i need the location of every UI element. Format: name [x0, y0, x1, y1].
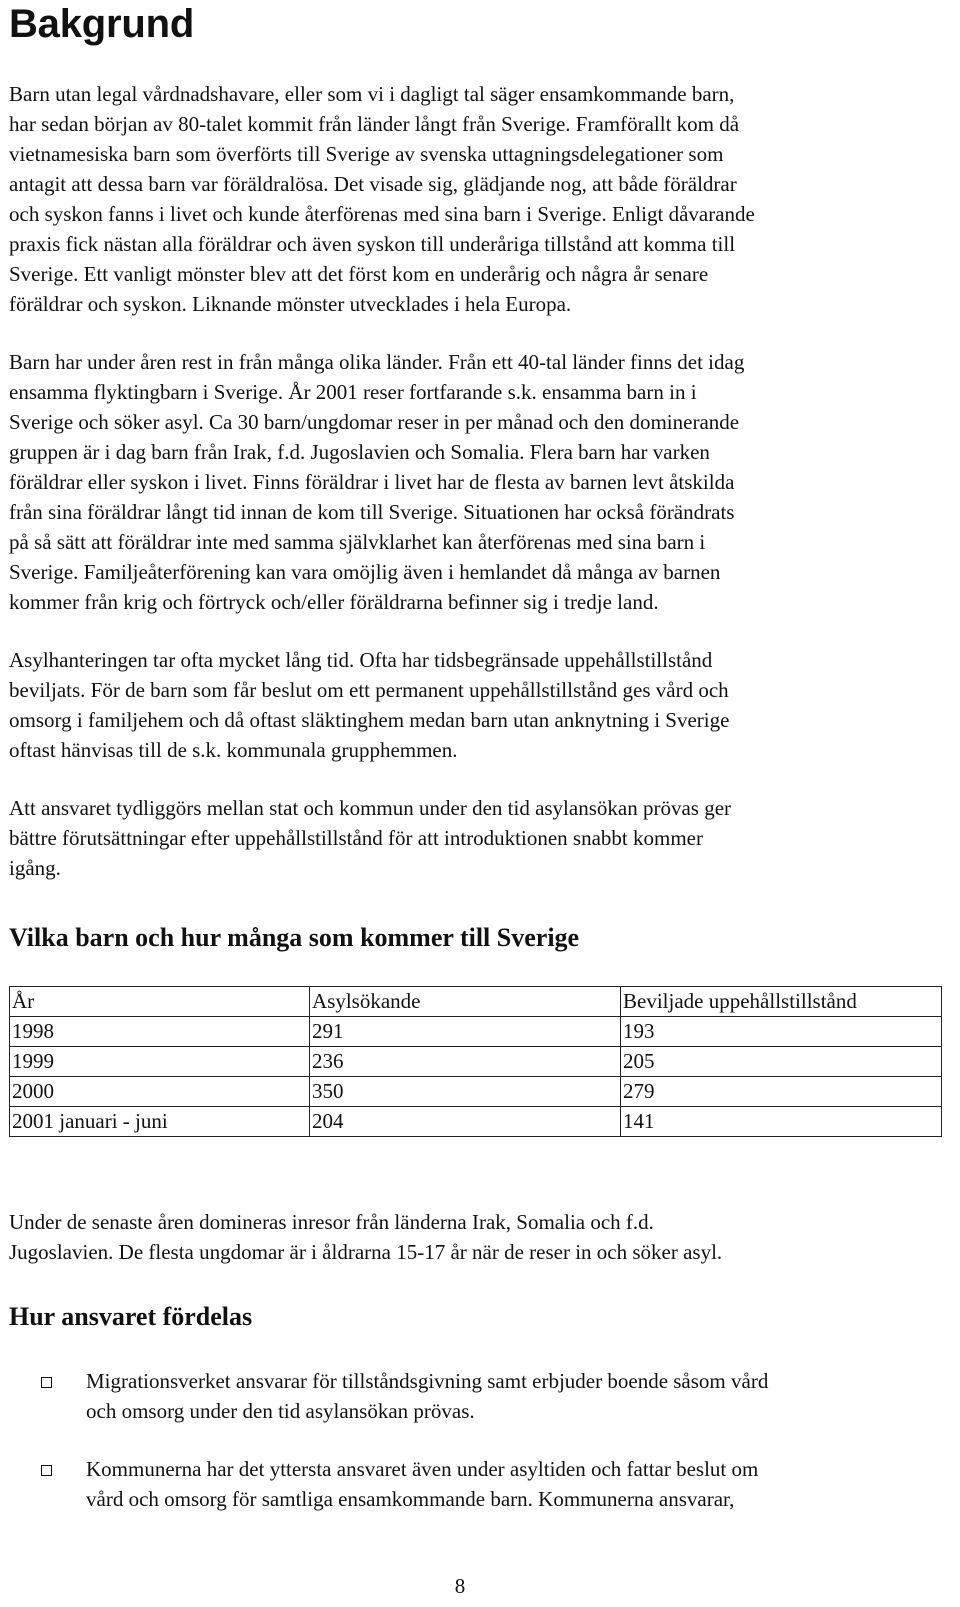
responsibility-list [9, 1366, 934, 1514]
table-cell: 204 [310, 1107, 621, 1137]
table-header-cell: Asylsökande [310, 987, 621, 1017]
table-cell: 350 [310, 1077, 621, 1107]
table-cell: 291 [310, 1017, 621, 1047]
list-item [9, 1366, 934, 1426]
table-cell: 205 [621, 1047, 942, 1077]
table-row [10, 1107, 942, 1137]
table-cell: 2000 [10, 1077, 310, 1107]
list-item-text: Migrationsverket ansvarar för tillståndsgivning samt erbjuder boende såsom vård och omsorg under den tid asylansökan prövas. [86, 1369, 769, 1423]
list-item [9, 1454, 934, 1514]
table-row [10, 1077, 942, 1107]
checkbox-square-icon [41, 1465, 52, 1476]
table-row [10, 1047, 942, 1077]
table-header-cell: Beviljade uppehållstillstånd [621, 987, 942, 1017]
list-item-text: Kommunerna har det yttersta ansvaret även under asyltiden och fattar beslut om vård och omsorg för samtliga ensamkommande barn. Kommunerna ansvarar, [86, 1457, 759, 1511]
document-page [9, 0, 934, 1542]
table-cell: 141 [621, 1107, 942, 1137]
section-heading-responsibility: Hur ansvaret fördelas [9, 1302, 253, 1331]
table-header-row [10, 987, 942, 1017]
paragraph-background-3: Asylhanteringen tar ofta mycket lång tid. Ofta har tidsbegränsade uppehållstillstånd beviljats. För de barn som får beslut om ett permanent uppehållstillstånd ges vård och omsorg i familjehem och då oftast släktinghem medan barn utan anknytning i Sverige oftast hänvisas till de s.k. kommunala grupphemmen. [9, 648, 730, 762]
table-row [10, 1017, 942, 1047]
table-cell: 1999 [10, 1047, 310, 1077]
paragraph-background-1: Barn utan legal vårdnadshavare, eller som vi i dagligt tal säger ensamkommande barn, har sedan början av 80-talet kommit från länder långt från Sverige. Framförallt kom då vietnamesiska barn som överförts till Sverige av svenska uttagningsdelegationer som antagit att dessa barn var föräldralösa. Det visade sig, glädjande nog, att både föräldrar och syskon fanns i livet och kunde återförenas med sina barn i Sverige. Enligt dåvarande praxis fick nästan alla föräldrar och även syskon till underåriga tillstånd att komma till Sverige. Ett vanligt mönster blev att det först kom en underårig och några år senare föräldrar och syskon. Liknande mönster utvecklades i hela Europa. [9, 82, 755, 316]
page-heading: Bakgrund [9, 2, 195, 46]
table-cell: 193 [621, 1017, 942, 1047]
table-header-cell: År [10, 987, 310, 1017]
paragraph-inflow: Under de senaste åren domineras inresor från länderna Irak, Somalia och f.d. Jugoslavien. De flesta ungdomar är i åldrarna 15-17 år när de reser in och söker asyl. [9, 1210, 723, 1264]
paragraph-background-4: Att ansvaret tydliggörs mellan stat och kommun under den tid asylansökan prövas ger bättre förutsättningar efter uppehållstillstånd för att introduktionen snabbt kommer igång. [9, 796, 732, 880]
table-cell: 279 [621, 1077, 942, 1107]
checkbox-square-icon [41, 1377, 52, 1388]
table-cell: 1998 [10, 1017, 310, 1047]
statistics-table [9, 986, 942, 1137]
table-cell: 2001 januari - juni [10, 1107, 310, 1137]
table-cell: 236 [310, 1047, 621, 1077]
paragraph-background-2: Barn har under åren rest in från många olika länder. Från ett 40-tal länder finns det idag ensamma flyktingbarn i Sverige. År 2001 reser fortfarande s.k. ensamma barn in i Sverige och söker asyl. Ca 30 barn/ungdomar reser in per månad och den dominerande gruppen är i dag barn från Irak, f.d. Jugoslavien och Somalia. Flera barn har varken föräldrar eller syskon i livet. Finns föräldrar i livet har de flesta av barnen levt åtskilda från sina föräldrar långt tid innan de kom till Sverige. Situationen har också förändrats på så sätt att föräldrar inte med samma självklarhet kan återförenas med sina barn i Sverige. Familjeåterförening kan vara omöjlig även i hemlandet då många av barnen kommer från krig och förtryck och/eller föräldrarna befinner sig i tredje land. [9, 350, 745, 614]
section-heading-statistics: Vilka barn och hur många som kommer till Sverige [9, 923, 580, 952]
page-number: 8 [454, 1574, 466, 1598]
